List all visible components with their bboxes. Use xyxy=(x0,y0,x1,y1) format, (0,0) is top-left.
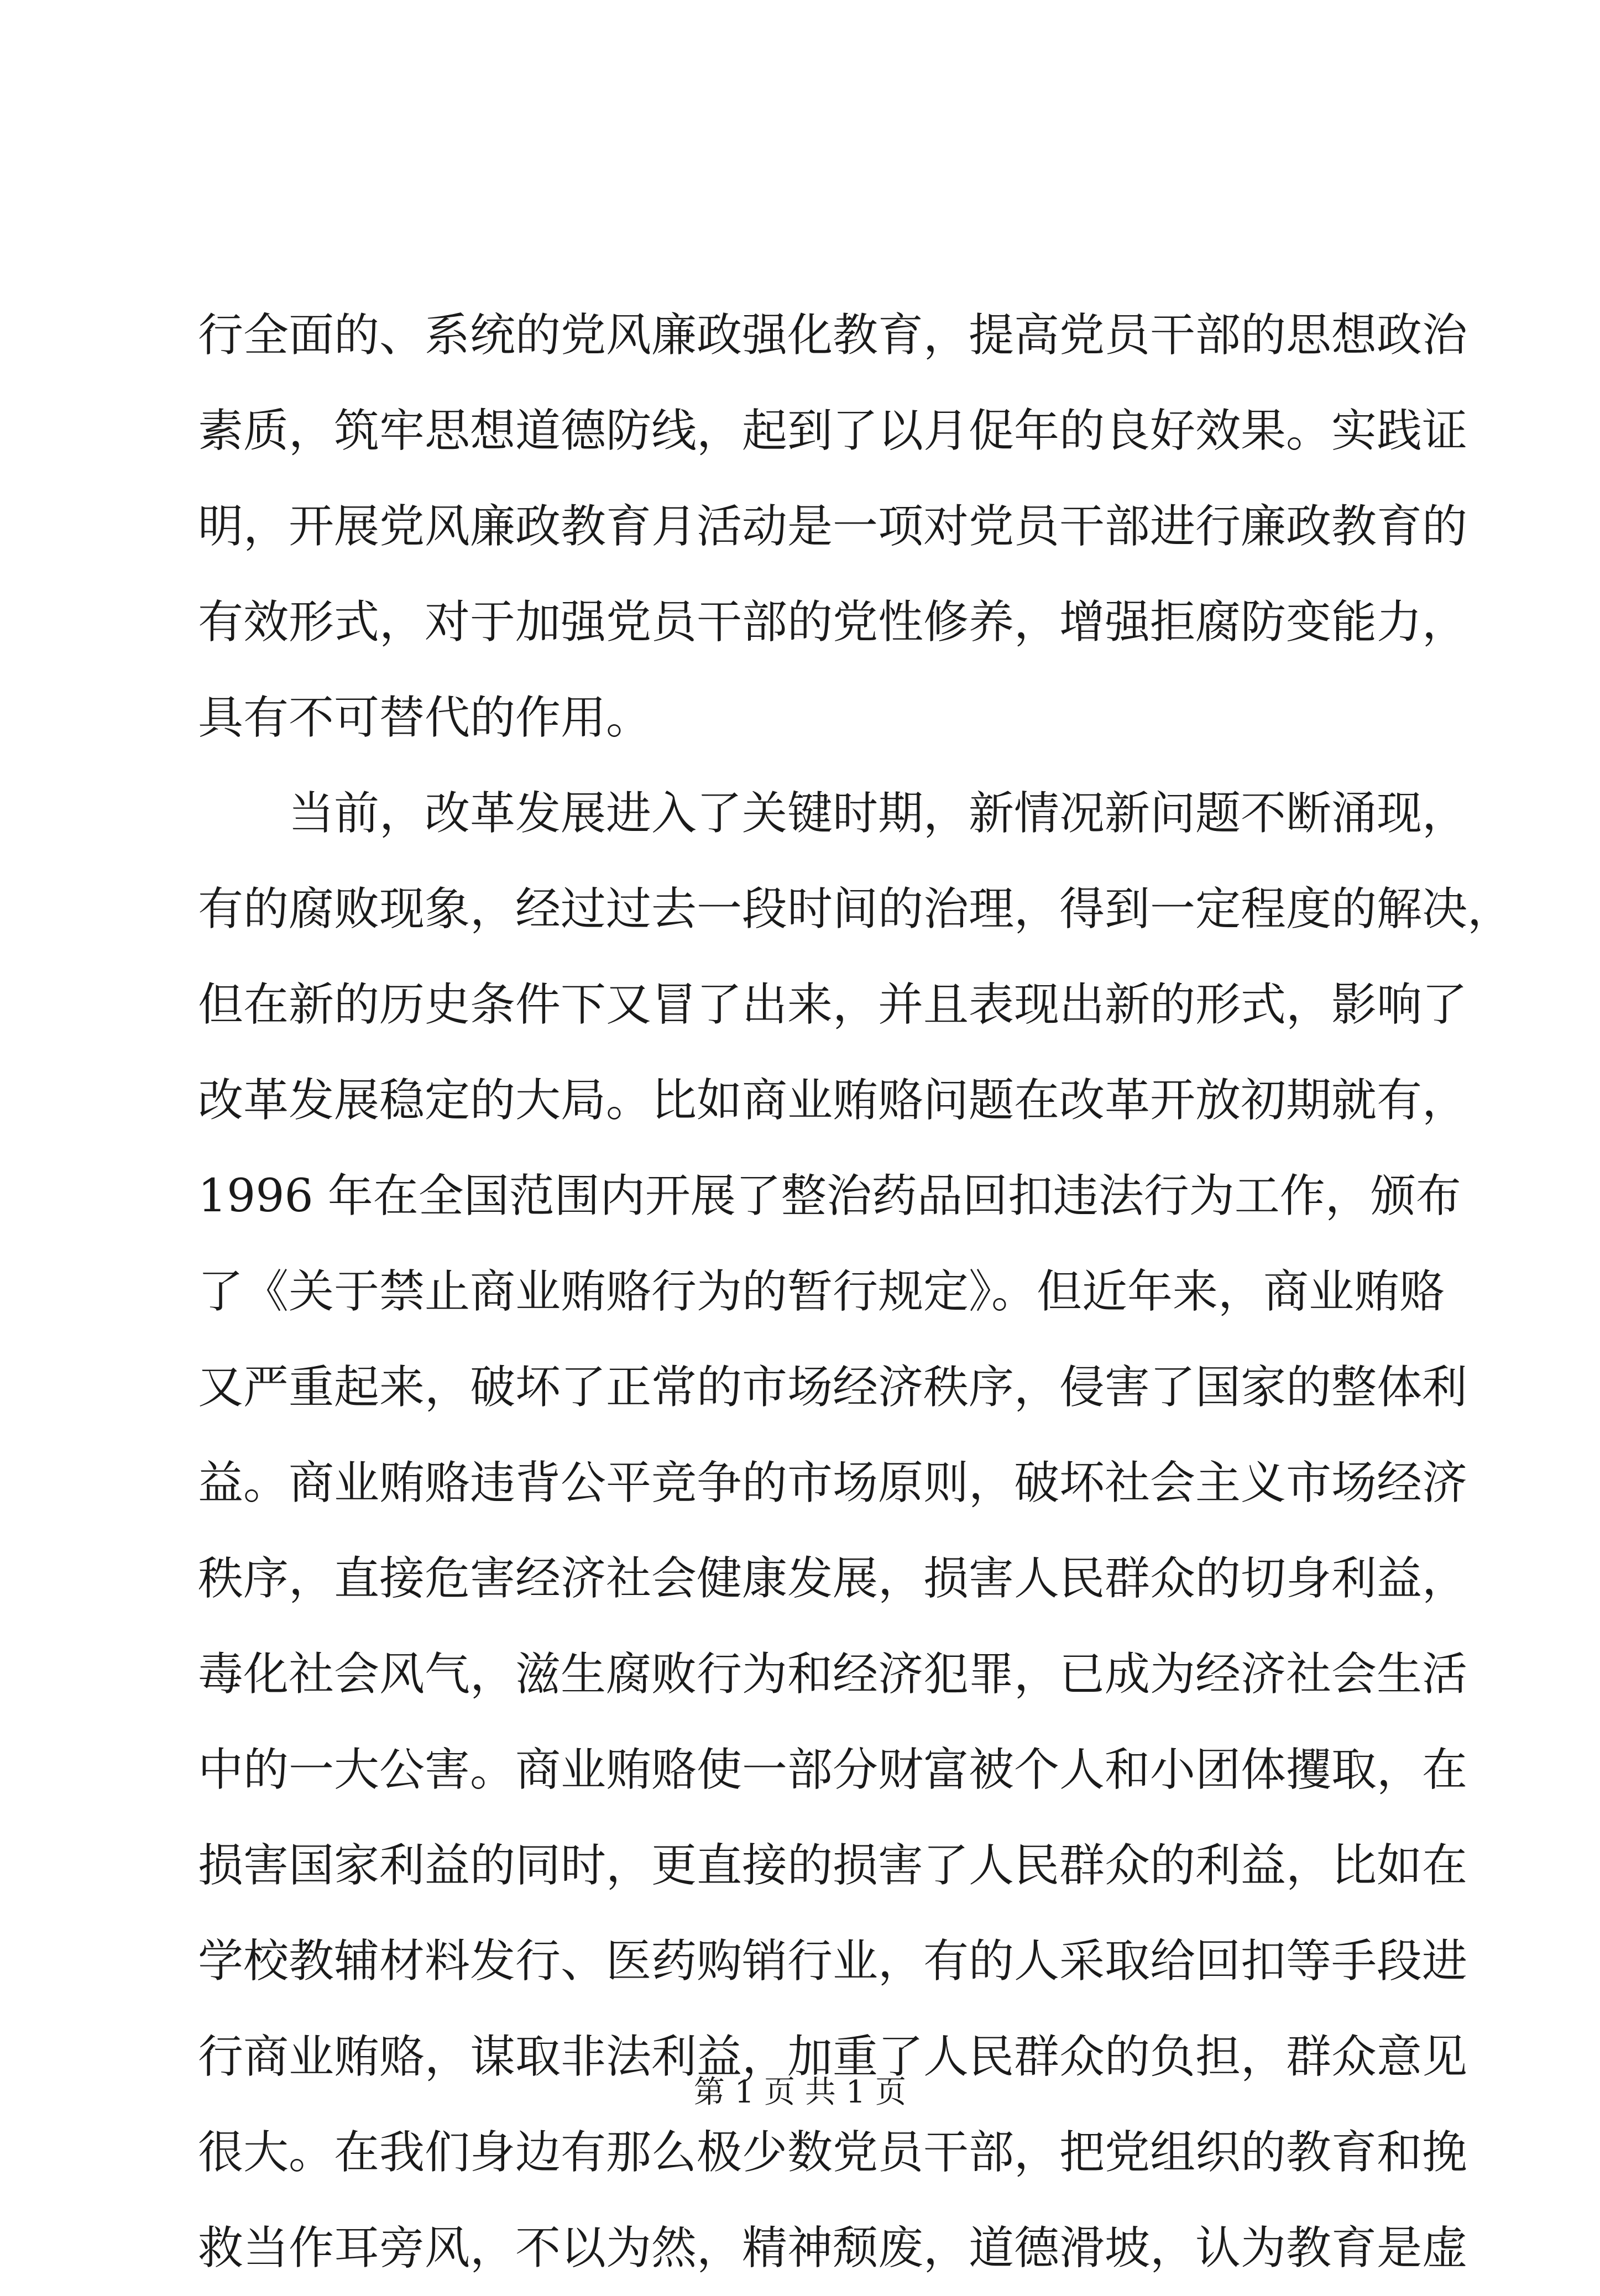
text-line: 行商业贿赂，谋取非法利益，加重了人民群众的负担，群众意见 xyxy=(198,2031,1468,2083)
text-line: 很大。在我们身边有那么极少数党员干部，把党组织的教育和挽 xyxy=(198,2126,1468,2179)
text-line: 了《关于禁止商业贿赂行为的暂行规定》。但近年来，商业贿赂 xyxy=(198,1265,1445,1318)
text-line: 1996 年在全国范围内开展了整治药品回扣违法行为工作，颁布 xyxy=(198,1170,1461,1222)
text-line: 有的腐败现象，经过过去一段时间的治理，得到一定程度的解决， xyxy=(198,883,1513,935)
page-footer: 第 1 页 共 1 页 xyxy=(693,2074,907,2110)
text-line: 改革发展稳定的大局。比如商业贿赂问题在改革开放初期就有， xyxy=(198,1074,1468,1127)
text-line: 救当作耳旁风，不以为然，精神颓废，道德滑坡，认为教育是虚 xyxy=(198,2222,1468,2274)
text-line: 毒化社会风气，滋生腐败行为和经济犯罪，已成为经济社会生活 xyxy=(198,1648,1468,1701)
text-line: 行全面的、系统的党风廉政强化教育，提高党员干部的思想政治 xyxy=(198,309,1468,362)
text-line: 益。商业贿赂违背公平竞争的市场原则，破坏社会主义市场经济 xyxy=(198,1457,1468,1509)
text-line: 有效形式，对于加强党员干部的党性修养，增强拒腐防变能力， xyxy=(198,596,1468,648)
text-line: 损害国家利益的同时，更直接的损害了人民群众的利益，比如在 xyxy=(198,1839,1468,1892)
text-line: 当前，改革发展进入了关键时期，新情况新问题不断涌现， xyxy=(289,787,1468,840)
text-line: 明，开展党风廉政教育月活动是一项对党员干部进行廉政教育的 xyxy=(198,500,1468,553)
text-line: 但在新的历史条件下又冒了出来，并且表现出新的形式，影响了 xyxy=(198,979,1468,1031)
text-line: 素质，筑牢思想道德防线，起到了以月促年的良好效果。实践证 xyxy=(198,405,1468,457)
text-line: 学校教辅材料发行、医药购销行业，有的人采取给回扣等手段进 xyxy=(198,1935,1468,1988)
text-line: 中的一大公害。商业贿赂使一部分财富被个人和小团体攫取，在 xyxy=(198,1744,1468,1796)
document-body xyxy=(198,287,1513,2296)
text-line: 秩序，直接危害经济社会健康发展，损害人民群众的切身利益， xyxy=(198,1552,1468,1605)
text-line: 又严重起来，破坏了正常的市场经济秩序，侵害了国家的整体利 xyxy=(198,1361,1468,1414)
text-line: 具有不可替代的作用。 xyxy=(198,692,652,744)
